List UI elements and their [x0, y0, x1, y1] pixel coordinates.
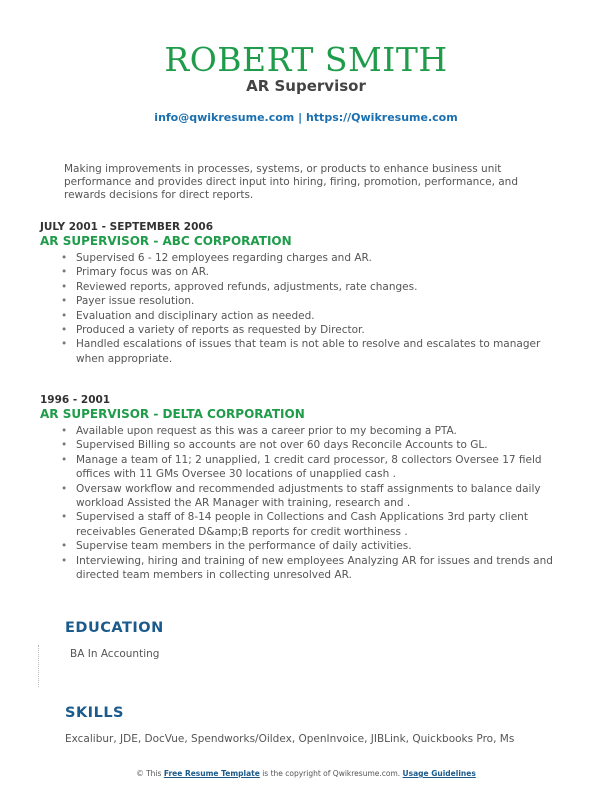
- list-item: • Payer issue resolution.: [76, 294, 570, 308]
- job-bullets: [40, 424, 570, 582]
- list-item: • Produced a variety of reports as requested by Director.: [76, 323, 570, 337]
- list-item: • Interviewing, hiring and training of new employees Analyzing AR for issues and trends and directed team members in collecting unresolved AR.: [76, 554, 570, 583]
- job-dates: 1996 - 2001: [40, 394, 111, 406]
- skills-text: Excalibur, JDE, DocVue, Spendworks/Oildex, OpenInvoice, JIBLink, Quickbooks Pro, Ms: [65, 733, 515, 745]
- usage-guidelines-link[interactable]: Usage Guidelines: [402, 769, 476, 778]
- education-text: BA In Accounting: [70, 648, 160, 660]
- footer-middle: is the copyright of Qwikresume.com.: [259, 769, 403, 778]
- free-resume-template-link[interactable]: Free Resume Template: [163, 769, 260, 778]
- job-position: AR SUPERVISOR - DELTA CORPORATION: [40, 407, 305, 421]
- list-item: • Supervised a staff of 8-14 people in Collections and Cash Applications 3rd party client receivables Generated D&amp;B reports for credit worthiness .: [76, 510, 570, 539]
- section-divider: [38, 645, 39, 687]
- list-item: • Supervised Billing so accounts are not over 60 days Reconcile Accounts to GL.: [76, 438, 570, 452]
- website-link[interactable]: https://Qwikresume.com: [305, 111, 458, 124]
- job-title: AR Supervisor: [246, 77, 366, 95]
- email-link[interactable]: info@qwikresume.com: [154, 111, 295, 124]
- list-item: • Supervised 6 - 12 employees regarding charges and AR.: [76, 251, 570, 265]
- contact-line: [0, 111, 612, 124]
- experience-entry-2: [40, 394, 570, 582]
- job-bullets: [40, 251, 570, 366]
- skills-heading: SKILLS: [65, 705, 124, 721]
- list-item: • Primary focus was on AR.: [76, 265, 570, 279]
- list-item: • Manage a team of 11; 2 unapplied, 1 credit card processor, 8 collectors Oversee 17 field offices with 11 GMs Oversee 30 locations of unapplied cash .: [76, 453, 570, 482]
- list-item: • Available upon request as this was a career prior to my becoming a PTA.: [76, 424, 570, 438]
- education-heading: EDUCATION: [65, 620, 164, 636]
- candidate-name: ROBERT SMITH: [164, 40, 448, 79]
- footer: [0, 769, 612, 778]
- job-position: AR SUPERVISOR - ABC CORPORATION: [40, 234, 292, 248]
- job-dates: JULY 2001 - SEPTEMBER 2006: [40, 221, 213, 233]
- footer-prefix: © This: [136, 769, 164, 778]
- list-item: • Evaluation and disciplinary action as needed.: [76, 309, 570, 323]
- list-item: • Reviewed reports, approved refunds, adjustments, rate changes.: [76, 280, 570, 294]
- summary-paragraph: Making improvements in processes, systems, or products to enhance business unit performance and provides direct input into hiring, firing, promotion, performance, and rewards decisions for direct reports.: [64, 163, 519, 201]
- list-item: • Handled escalations of issues that team is not able to resolve and escalates to manager when appropriate.: [76, 337, 570, 366]
- list-item: • Oversaw workflow and recommended adjustments to staff assignments to balance daily workload Assisted the AR Manager with training, research and .: [76, 482, 570, 511]
- contact-separator: |: [294, 111, 306, 124]
- list-item: • Supervise team members in the performance of daily activities.: [76, 539, 570, 553]
- experience-entry-1: [40, 221, 570, 366]
